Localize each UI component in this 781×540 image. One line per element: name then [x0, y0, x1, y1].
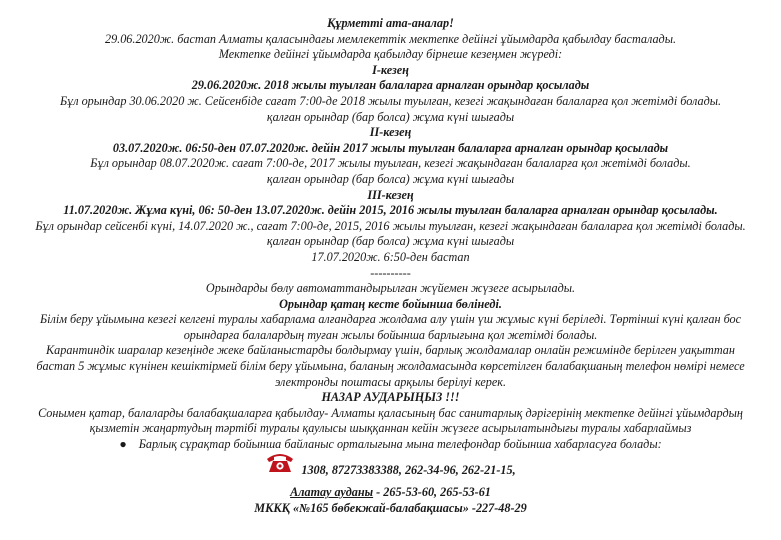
strict-schedule: Орындар қатаң кесте бойынша бөлінеді. — [279, 296, 502, 311]
stage3-headline: 11.07.2020ж. Жұма күні, 06: 50-ден 13.07.2020ж. дейін 2015, 2016 жылы туылған балаларға арналған орындар қосылады. — [63, 203, 718, 218]
auto-allocation: Орындарды бөлу автоматтандырылған жүйемен жүзеге асырылады. — [205, 281, 576, 296]
district-contacts — [8, 485, 773, 501]
district-name: Алатау ауданы — [290, 485, 374, 500]
stage1-note: қалған орындар (бар болса) жұма күні шығады — [266, 109, 515, 124]
stage3-text: Бұл орындар сейсенбі күні, 14.07.2020 ж., сағат 7:00-де, 2015, 2016 жылы туылған, кезегі жақындаған балаларға қол жетімді болады. — [35, 218, 746, 233]
bullet-dot-icon: ● — [119, 437, 127, 452]
stage3-label: III-кезең — [367, 187, 414, 202]
paragraph-3: Сонымен қатар, балаларды балабақшаларға қабылдау- Алматы қаласының бас санитарлық дәрігерінің мектепке дейінгі ұйымдардың қызметін жаңартудың тәртібі туралы қаулысы шыққаннан кейін жүзеге асырылатындығы туралы хабарлаймыз — [38, 405, 743, 436]
stage2-headline: 03.07.2020ж. 06:50-ден 07.07.2020ж. дейін 2017 жылы туылған балаларға арналған орындар қосылады — [112, 140, 669, 155]
stage3-note: қалған орындар (бар болса) жұма күні шығады — [266, 234, 515, 249]
stage3-start: 17.07.2020ж. 6:50-ден бастап — [311, 249, 470, 264]
contact-bullet-text: Барлық сұрақтар бойынша байланыс орталығына мына телефондар бойынша хабарласуға болады: — [138, 437, 662, 452]
phones-row — [8, 457, 773, 486]
stage1-text: Бұл орындар 30.06.2020 ж. Сейсенбіде сағат 7:00-де 2018 жылы туылған, кезегі жақындаған балаларға қол жетімді болады. — [59, 93, 722, 108]
title: Құрметті ата-аналар! — [327, 16, 454, 30]
stage2-text: Бұл орындар 08.07.2020ж. сағат 7:00-де, 2017 жылы туылған, кезегі жақындаған балаларға қол жетімді болады. — [90, 156, 691, 171]
attention-heading: НАЗАР АУДАРЫҢЫЗ !!! — [321, 390, 460, 405]
stage1-headline: 29.06.2020ж. 2018 жылы туылған балаларға арналған орындар қосылады — [191, 78, 590, 93]
paragraph-1: Білім беру ұйымына кезегі келгені туралы хабарлама алғандарға жолдама алу үшін үш жұмыс күні беріледі. Төртінші күні қалған бос орындарға балалардың туған жылы бойынша барлығына қол жетімді болады. — [39, 312, 742, 342]
telephone-icon — [265, 451, 295, 480]
divider: ---------- — [370, 265, 411, 280]
district-phones: - 265-53-60, 265-53-61 — [373, 485, 491, 500]
stage2-label: II-кезең — [369, 125, 412, 140]
kindergarten-contact: МККҚ «№165 бөбекжай-балабақшасы» -227-48-29 — [254, 500, 527, 515]
paragraph-2: Карантиндік шаралар кезеңінде жеке байланыстарды болдырмау үшін, барлық жолдамалар онлайн режимінде берілген уақыттан бастап 5 жұмыс күнінен кешіктірмей білім беру ұйымына, баланың жолдамасында көрсетілген балабақшаның телефон нөмірі немесе электронды поштасы арқылы берілуі керек. — [36, 343, 745, 389]
stage1-label: I-кезең — [372, 62, 409, 77]
phone-numbers: 1308, 87273383388, 262-34-96, 262-21-15, — [301, 462, 516, 477]
intro-line-2: Мектепке дейінгі ұйымдарда қабылдау бірнеше кезеңмен жүреді: — [218, 47, 563, 62]
intro-line-1: 29.06.2020ж. бастап Алматы қаласындағы мемлекеттік мектепке дейінгі ұйымдарда қабылдау басталады. — [104, 31, 677, 46]
stage2-note: қалған орындар (бар болса) жұма күні шығады — [266, 171, 515, 186]
contact-bullet — [8, 437, 773, 453]
